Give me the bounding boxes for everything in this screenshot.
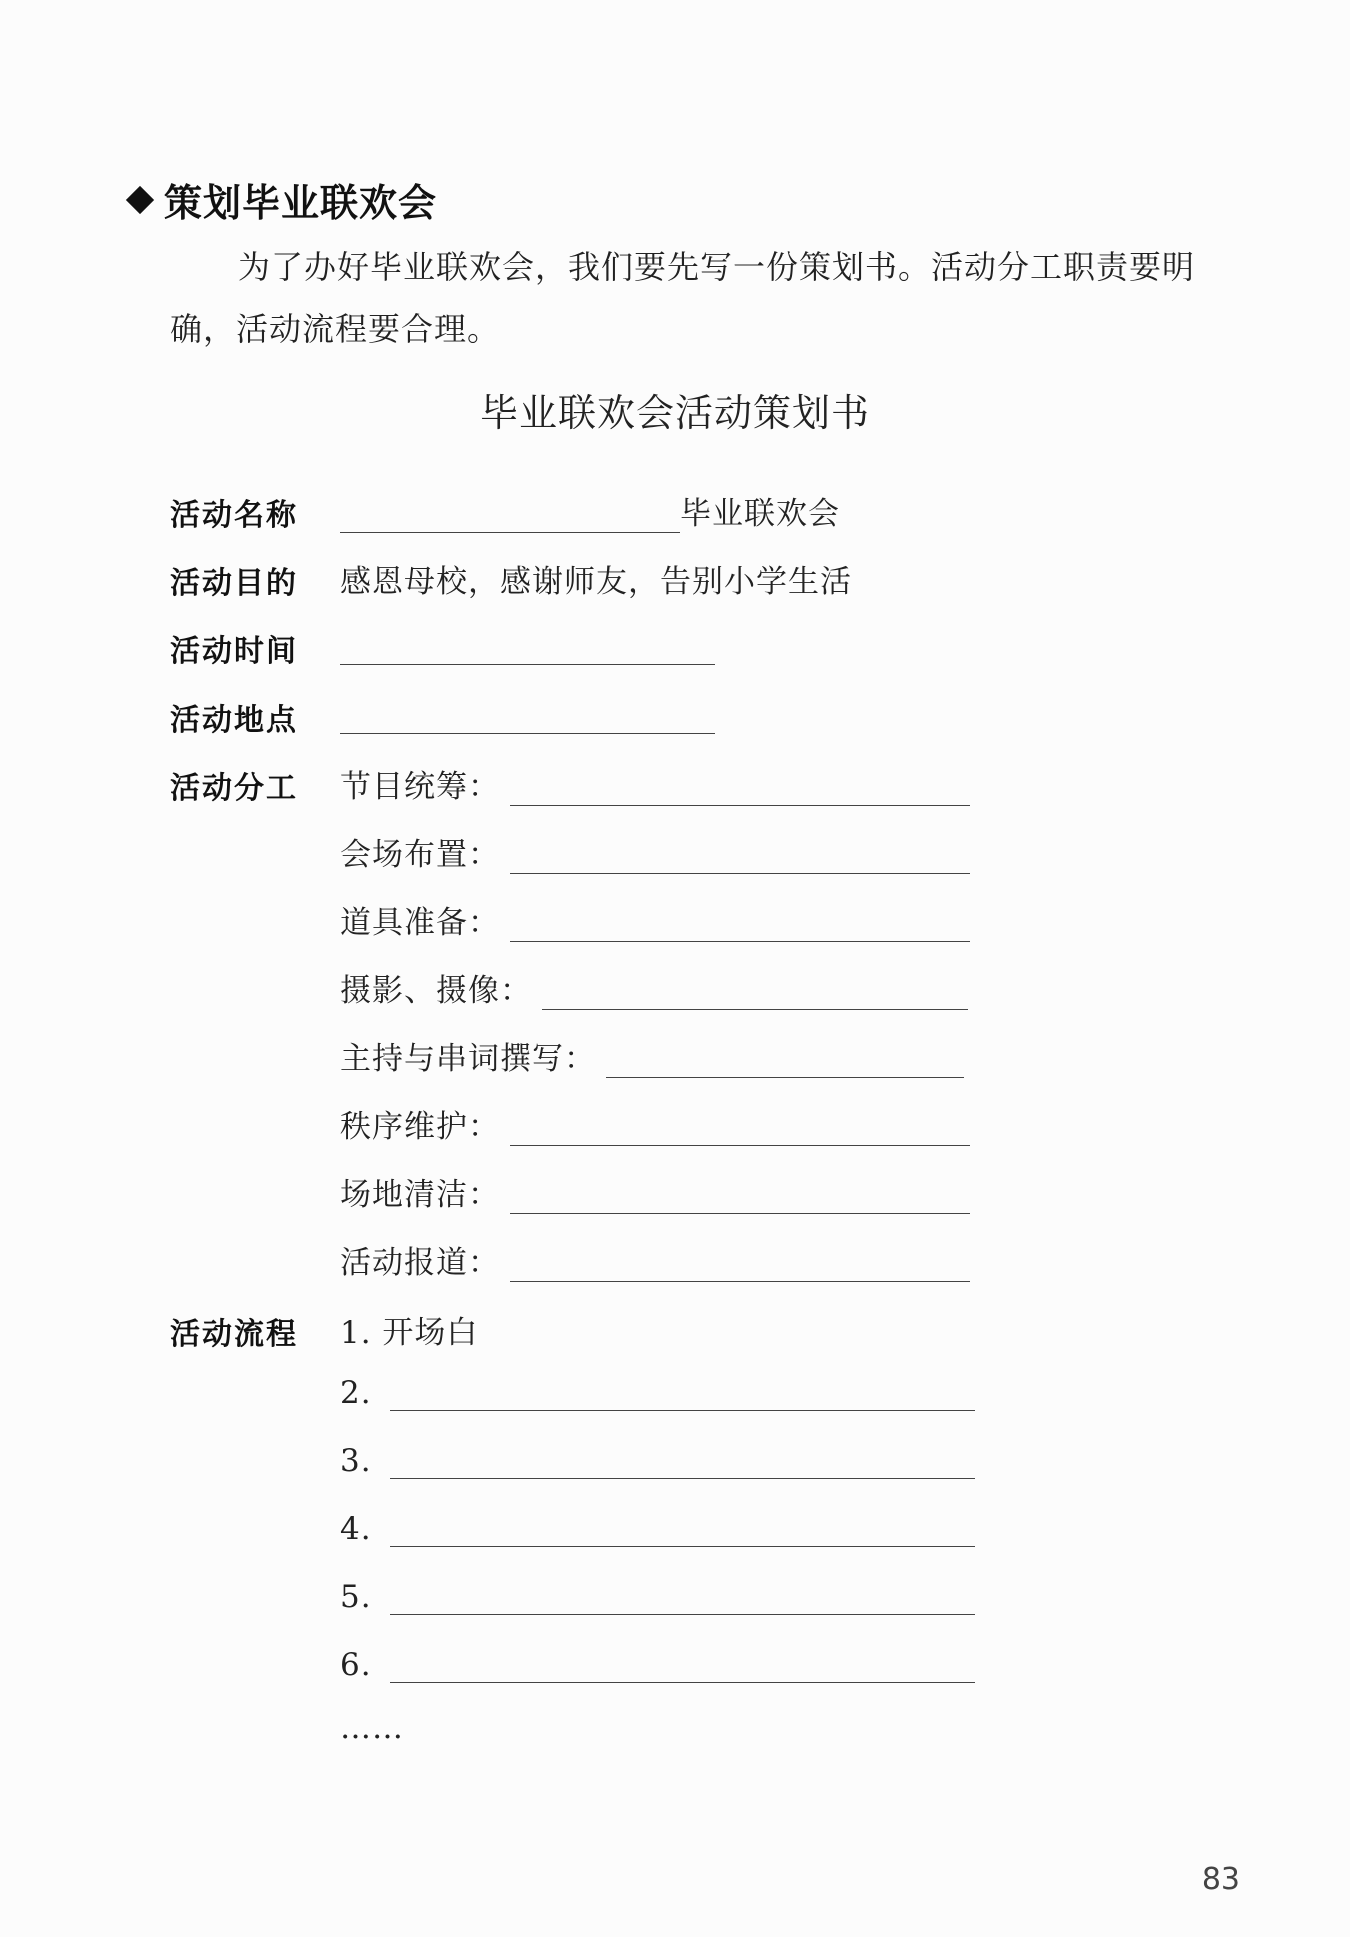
division-row [340, 1169, 970, 1214]
process-step-number: 6. [340, 1647, 372, 1683]
division-item-label: 秩序维护： [340, 1109, 500, 1145]
activity-name-blank[interactable] [340, 498, 680, 533]
label-activity-name: 活动名称 [170, 498, 298, 533]
division-item-label: 主持与串词撰写： [340, 1041, 596, 1077]
division-blank[interactable] [510, 1111, 970, 1146]
section-heading [130, 172, 437, 227]
process-step-row [340, 1647, 975, 1683]
process-step-blank[interactable] [390, 1512, 975, 1547]
label-activity-division: 活动分工 [170, 771, 298, 806]
plan-title: 毕业联欢会活动策划书 [479, 391, 870, 435]
activity-name-value: 毕业联欢会 [680, 496, 840, 532]
division-blank[interactable] [510, 839, 970, 874]
division-item-label: 活动报道： [340, 1245, 500, 1281]
process-ellipsis-text: …… [340, 1710, 404, 1746]
division-item-label: 节目统筹： [340, 769, 500, 805]
process-step-blank[interactable] [390, 1580, 975, 1615]
row-activity-place [340, 699, 715, 734]
row-activity-time [340, 630, 715, 665]
division-item-label: 摄影、摄像： [340, 973, 532, 1009]
division-blank[interactable] [606, 1043, 964, 1078]
process-step-number: 4. [340, 1511, 372, 1547]
process-step-row [340, 1443, 975, 1479]
intro-paragraph: 为了办好毕业联欢会，我们要先写一份策划书。活动分工职责要明确，活动流程要合理。 [170, 248, 1196, 348]
division-item-label: 场地清洁： [340, 1177, 500, 1213]
section-heading-text: 策划毕业联欢会 [164, 181, 438, 225]
process-step-blank[interactable] [390, 1444, 975, 1479]
row-activity-purpose [340, 556, 852, 601]
division-item-label: 道具准备： [340, 905, 500, 941]
division-blank[interactable] [510, 1179, 970, 1214]
process-step-1-text: 1. 开场白 [340, 1315, 479, 1351]
division-row [340, 1101, 970, 1146]
division-row [340, 1033, 964, 1078]
label-activity-time: 活动时间 [170, 634, 298, 669]
page-number: 83 [1201, 1862, 1240, 1897]
process-step-row [340, 1511, 975, 1547]
activity-time-blank[interactable] [340, 630, 715, 665]
division-blank[interactable] [542, 975, 968, 1010]
division-item-label: 会场布置： [340, 837, 500, 873]
division-blank[interactable] [510, 1247, 970, 1282]
division-blank[interactable] [510, 771, 970, 806]
activity-purpose-value: 感恩母校，感谢师友，告别小学生活 [340, 564, 852, 600]
diamond-bullet-icon [126, 185, 154, 213]
process-step-number: 5. [340, 1579, 372, 1615]
process-step-number: 3. [340, 1443, 372, 1479]
division-row [340, 897, 970, 942]
process-step-1 [340, 1307, 478, 1352]
activity-place-blank[interactable] [340, 699, 715, 734]
process-step-row [340, 1375, 975, 1411]
process-step-blank[interactable] [390, 1648, 975, 1683]
division-blank[interactable] [510, 907, 970, 942]
process-ellipsis [340, 1710, 404, 1746]
division-row [340, 1237, 970, 1282]
process-step-row [340, 1579, 975, 1615]
process-step-number: 2. [340, 1375, 372, 1411]
label-activity-place: 活动地点 [170, 703, 298, 738]
label-activity-purpose: 活动目的 [170, 566, 298, 601]
row-activity-name [340, 488, 840, 533]
division-row [340, 761, 970, 806]
label-activity-process: 活动流程 [170, 1317, 298, 1352]
division-row [340, 965, 968, 1010]
division-row [340, 829, 970, 874]
process-step-blank[interactable] [390, 1376, 975, 1411]
